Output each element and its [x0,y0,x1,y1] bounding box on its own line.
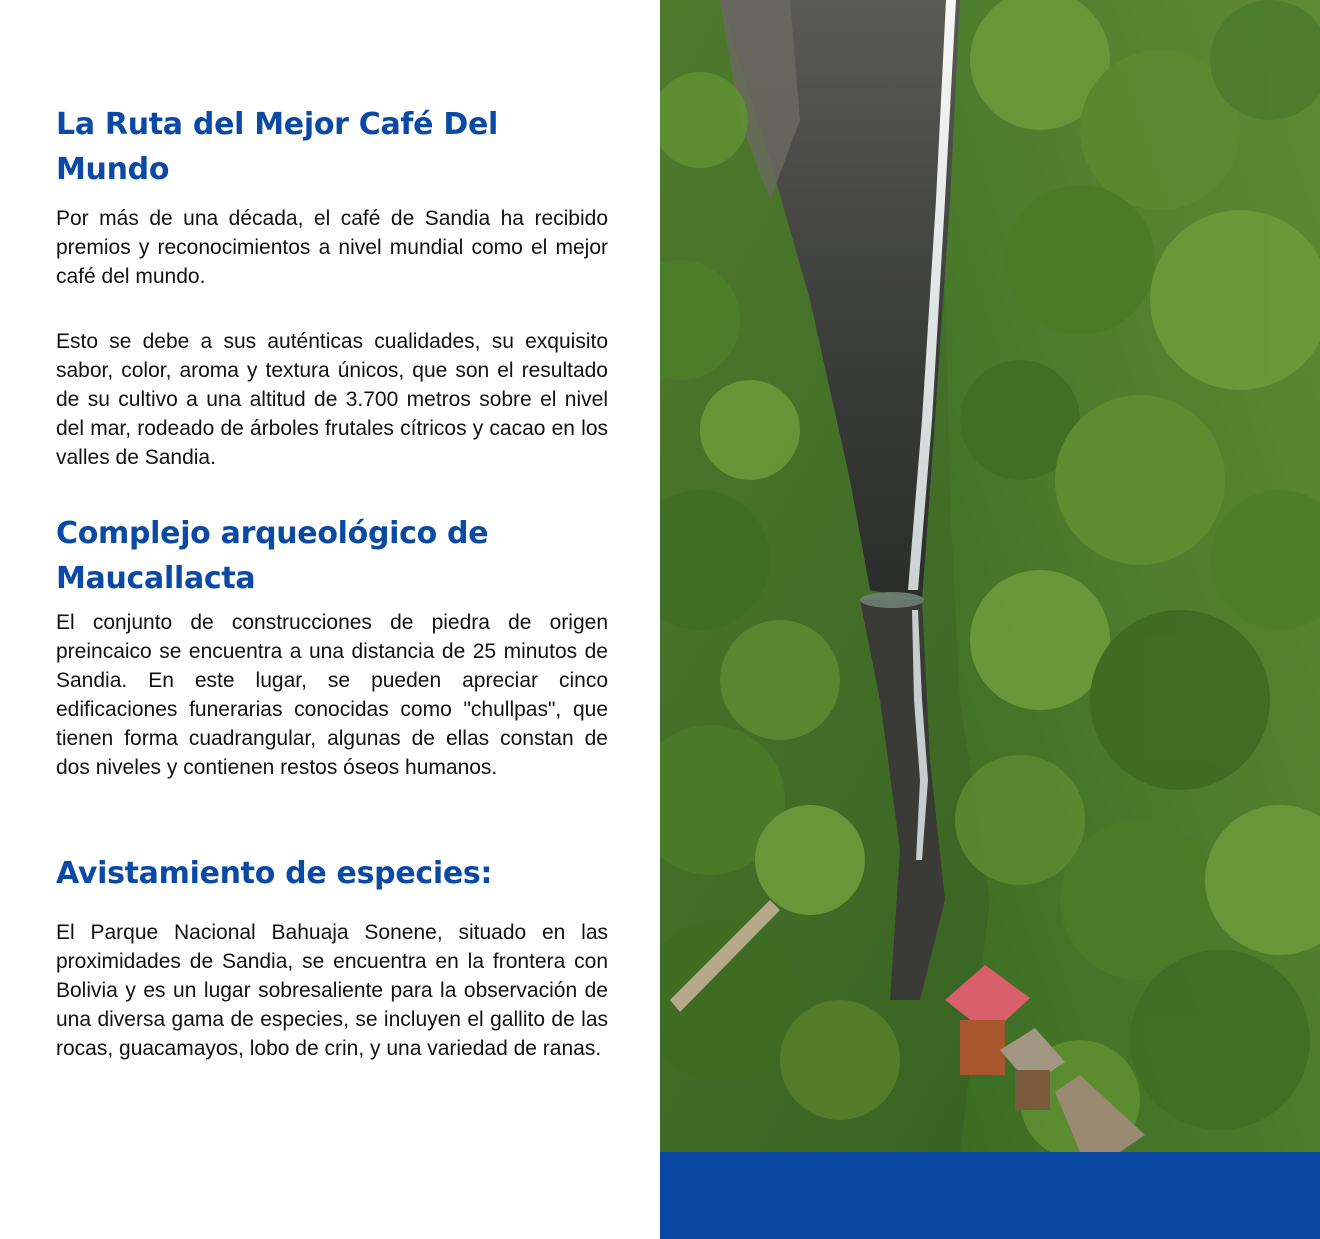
cafe-paragraph-1: Por más de una década, el café de Sandia ha recibido premios y reconocimientos a nivel mundial como el mejor café del mundo. [56,207,608,288]
section-title-cafe: La Ruta del Mejor Café Del Mundo [56,107,499,187]
especies-paragraph: El Parque Nacional Bahuaja Sonene, situado en las proximidades de Sandia, se encuentra en la frontera con Bolivia y es un lugar sobresaliente para la observación de una diversa gama de especies, se incluyen el gallito de las rocas, guacamayos, lobo de crin, y una variedad de ranas. [56,921,608,1060]
section-title-maucallacta: Complejo arqueológico de Maucallacta [56,516,489,596]
section-title-especies: Avistamiento de especies: [56,856,493,891]
blue-footer-band [660,1152,1320,1239]
cafe-paragraph-2: Esto se debe a sus auténticas cualidades, su exquisito sabor, color, aroma y textura únicos, que son el resultado de su cultivo a una altitud de 3.700 metros sobre el nivel del mar, rodeado de árboles frutales cítricos y cacao en los valles de Sandia. [56,330,608,469]
waterfall-canyon-photo [660,0,1320,1152]
maucallacta-paragraph: El conjunto de construcciones de piedra de origen preincaico se encuentra a una distancia de 25 minutos de Sandia. En este lugar, se pueden apreciar cinco edificaciones funerarias conocidas como "chullpas", que tienen forma cuadrangular, algunas de ellas constan de dos niveles y contienen restos óseos humanos. [56,611,608,779]
image-column [660,0,1320,1239]
